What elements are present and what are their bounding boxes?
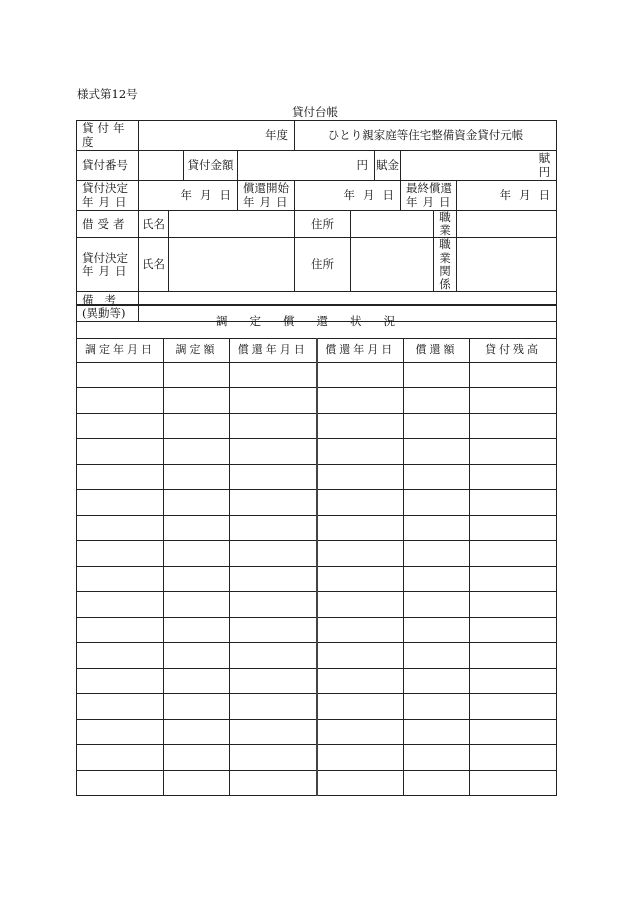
col-repayment-date-2: 償還年月日 [317,338,404,362]
table-cell[interactable] [317,490,404,516]
table-cell[interactable] [470,643,557,669]
borrower-address-field[interactable] [351,211,434,238]
table-cell[interactable] [230,770,317,796]
table-cell[interactable] [404,439,470,465]
table-cell[interactable] [470,362,557,388]
table-cell[interactable] [164,770,230,796]
table-cell[interactable] [470,745,557,771]
table-cell[interactable] [164,362,230,388]
table-cell[interactable] [317,745,404,771]
fee-field[interactable] [401,151,557,181]
table-cell[interactable] [77,464,164,490]
table-row [77,541,557,567]
table-cell[interactable] [317,515,404,541]
status-table [76,304,557,796]
table-cell[interactable] [317,643,404,669]
table-cell[interactable] [164,617,230,643]
table-cell[interactable] [404,515,470,541]
table-row [77,362,557,388]
borrower-name-field[interactable] [169,211,295,238]
borrower-occupation-field[interactable] [457,211,557,238]
ledger-name: ひとり親家庭等住宅整備資金貸付元帳 [295,121,557,151]
guarantor-occupation-label: 職業 関係 [434,238,457,292]
table-cell[interactable] [404,566,470,592]
fee-label: 賦金 [375,151,401,181]
table-cell[interactable] [470,617,557,643]
table-cell[interactable] [317,541,404,567]
table-row [77,668,557,694]
table-cell[interactable] [164,490,230,516]
loan-number-label: 貸付番号 [77,151,139,181]
table-cell[interactable] [404,388,470,414]
guarantor-address-label: 住所 [295,238,351,292]
table-cell[interactable] [317,592,404,618]
table-cell[interactable] [404,770,470,796]
table-cell[interactable] [404,745,470,771]
table-cell[interactable] [317,668,404,694]
col-assessment-date: 調定年月日 [77,338,164,362]
table-cell[interactable] [404,643,470,669]
final-repay-label: 最終償還 年月日 [401,181,457,211]
col-repayment-date-1: 償還年月日 [230,338,317,362]
table-cell[interactable] [77,643,164,669]
table-cell[interactable] [470,439,557,465]
table-cell[interactable] [317,362,404,388]
form-number: 様式第12号 [77,87,138,101]
decision-date-label: 貸付決定 年月日 [77,181,139,211]
table-cell[interactable] [77,439,164,465]
table-cell[interactable] [317,388,404,414]
table-cell[interactable] [404,592,470,618]
table-cell[interactable] [230,362,317,388]
table-cell[interactable] [77,617,164,643]
table-row [77,413,557,439]
table-cell[interactable] [404,668,470,694]
table-cell[interactable] [77,490,164,516]
table-cell[interactable] [77,592,164,618]
fiscal-year-unit: 年度 [265,127,288,142]
table-cell[interactable] [317,439,404,465]
table-cell[interactable] [230,388,317,414]
table-row [77,745,557,771]
table-cell[interactable] [77,566,164,592]
guarantor-occupation-field[interactable] [457,238,557,292]
table-cell[interactable] [164,566,230,592]
table-cell[interactable] [77,413,164,439]
guarantor-decision-label: 貸付決定 年月日 [77,238,139,292]
table-cell[interactable] [470,694,557,720]
table-cell[interactable] [230,490,317,516]
guarantor-name-field[interactable] [169,238,295,292]
table-cell[interactable] [77,362,164,388]
table-cell[interactable] [470,592,557,618]
table-row [77,592,557,618]
table-cell[interactable] [470,388,557,414]
table-cell[interactable] [164,413,230,439]
table-cell[interactable] [77,388,164,414]
table-cell[interactable] [230,719,317,745]
repay-start-label: 償還開始 年月日 [238,181,295,211]
table-cell[interactable] [470,541,557,567]
table-cell[interactable] [164,388,230,414]
table-cell[interactable] [470,490,557,516]
table-cell[interactable] [470,464,557,490]
table-cell[interactable] [470,515,557,541]
loan-amount-field[interactable] [238,151,375,181]
table-cell[interactable] [230,413,317,439]
table-cell[interactable] [164,439,230,465]
borrower-label: 借受者 [77,211,139,238]
table-cell[interactable] [77,770,164,796]
table-row [77,515,557,541]
table-cell[interactable] [230,694,317,720]
table-cell[interactable] [230,541,317,567]
final-repay-field[interactable]: 年 月 日 [457,181,557,211]
table-cell[interactable] [404,694,470,720]
table-cell[interactable] [470,413,557,439]
table-cell[interactable] [404,362,470,388]
fee-unit-bottom: 円 [538,164,551,179]
table-cell[interactable] [317,694,404,720]
col-loan-balance: 貸付残高 [470,338,557,362]
table-cell[interactable] [77,745,164,771]
table-cell[interactable] [164,464,230,490]
page-title: 貸付台帳 [292,105,338,119]
table-row [77,439,557,465]
table-cell[interactable] [230,745,317,771]
table-cell[interactable] [470,719,557,745]
col-assessment-amount: 調定額 [164,338,230,362]
table-cell[interactable] [404,490,470,516]
table-cell[interactable] [230,643,317,669]
table-cell[interactable] [164,541,230,567]
table-row [77,694,557,720]
table-cell[interactable] [470,668,557,694]
table-cell[interactable] [164,668,230,694]
table-cell[interactable] [317,770,404,796]
table-cell[interactable] [317,464,404,490]
table-row [77,566,557,592]
table-cell[interactable] [164,745,230,771]
decision-date-field[interactable]: 年 月 日 [139,181,238,211]
table-cell[interactable] [404,464,470,490]
table-row [77,490,557,516]
borrower-name-label: 氏名 [139,211,169,238]
table-cell[interactable] [404,541,470,567]
status-rows [77,362,557,796]
loan-number-field[interactable] [139,151,184,181]
table-cell[interactable] [164,719,230,745]
loan-amount-label: 貸付金額 [184,151,238,181]
col-repayment-amount: 償還額 [404,338,470,362]
guarantor-address-field[interactable] [351,238,434,292]
guarantor-name-label: 氏名 [139,238,169,292]
borrower-occupation-label: 職業 [434,211,457,238]
table-cell[interactable] [404,617,470,643]
table-cell[interactable] [164,643,230,669]
table-cell[interactable] [317,413,404,439]
table-cell[interactable] [230,617,317,643]
table-row [77,617,557,643]
table-row [77,643,557,669]
table-cell[interactable] [77,668,164,694]
table-row [77,388,557,414]
table-cell[interactable] [404,719,470,745]
table-cell[interactable] [317,617,404,643]
table-cell[interactable] [230,566,317,592]
table-cell[interactable] [164,694,230,720]
table-row [77,464,557,490]
table-cell[interactable] [317,719,404,745]
table-cell[interactable] [77,694,164,720]
table-cell[interactable] [77,719,164,745]
ledger-header-table [76,120,557,322]
table-cell[interactable] [77,541,164,567]
yen-unit: 円 [356,157,368,172]
repay-start-field[interactable]: 年 月 日 [295,181,401,211]
table-cell[interactable] [77,515,164,541]
table-cell[interactable] [470,770,557,796]
table-cell[interactable] [230,515,317,541]
fee-unit-top: 賦 [538,151,551,166]
borrower-address-label: 住所 [295,211,351,238]
remarks-label: 備考 (異動等) [77,292,139,322]
table-cell[interactable] [470,566,557,592]
table-row [77,770,557,796]
table-cell[interactable] [230,668,317,694]
table-cell[interactable] [404,413,470,439]
table-cell[interactable] [230,439,317,465]
table-cell[interactable] [164,515,230,541]
table-cell[interactable] [317,566,404,592]
table-cell[interactable] [230,592,317,618]
table-cell[interactable] [230,464,317,490]
table-cell[interactable] [164,592,230,618]
table-row [77,719,557,745]
status-section-title: 調定償還状況 [77,305,557,338]
fiscal-year-field[interactable] [139,121,295,151]
fiscal-year-label: 貸付年度 [77,121,139,151]
